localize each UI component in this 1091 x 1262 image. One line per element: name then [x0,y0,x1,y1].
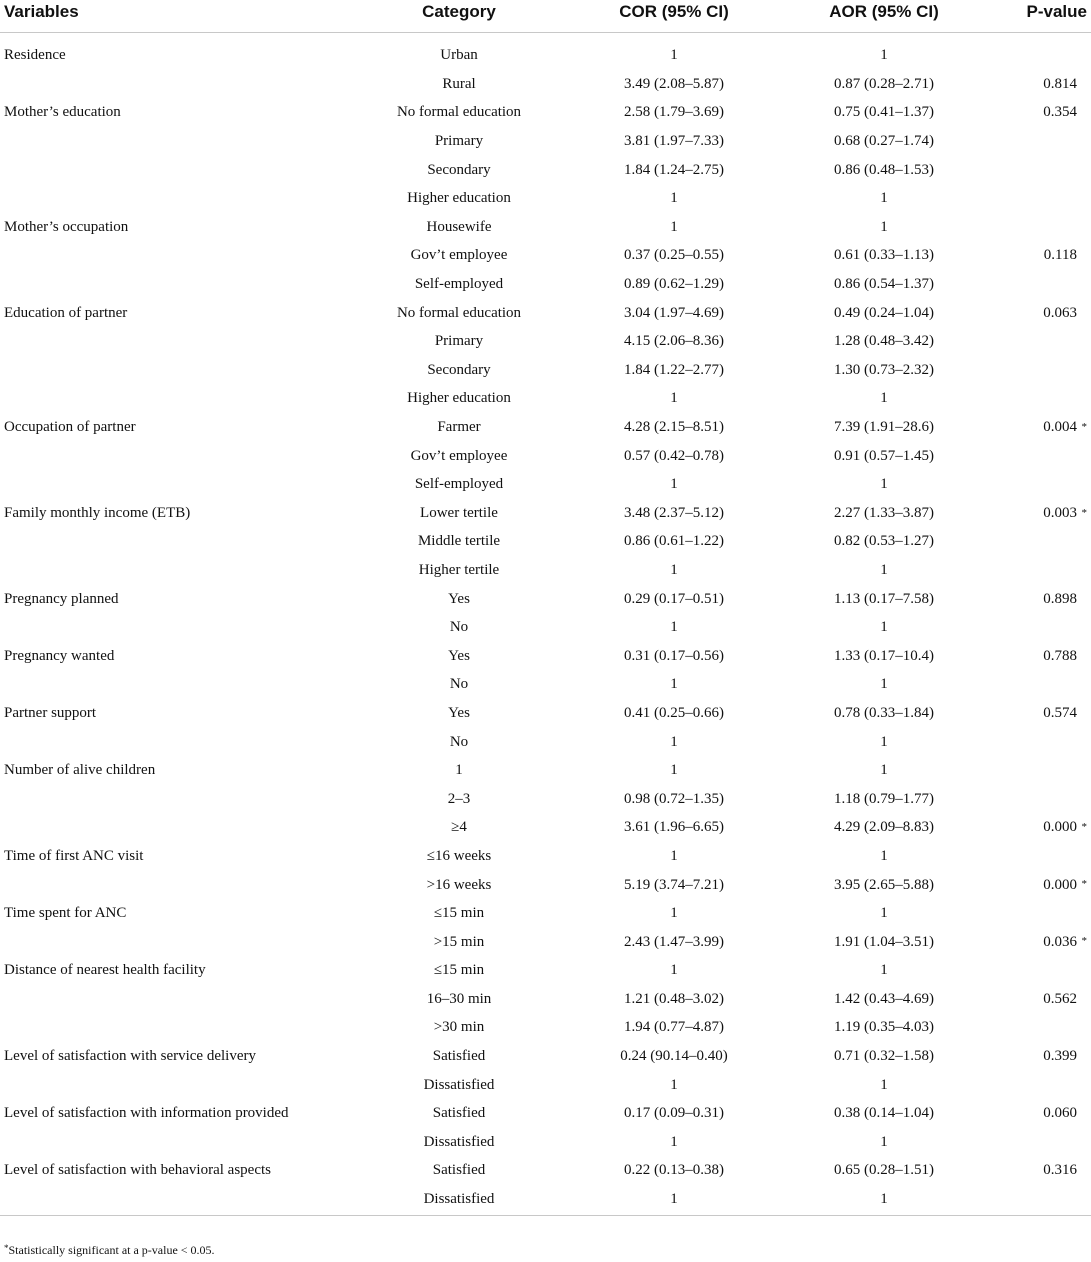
header-row [0,0,1091,33]
cell-variable [0,155,334,184]
cell-p-value [1004,956,1091,985]
cell-cor: 0.31 (0.17–0.56) [624,647,724,664]
cell-cor: 1 [670,1076,678,1093]
table-header [0,0,1091,33]
cell-p-value [1004,327,1091,356]
table-row [0,584,1091,613]
table-row [0,1042,1091,1071]
cell-aor: 1.30 (0.73–2.32) [834,361,934,378]
cell-variable [0,1013,334,1042]
cell-p-value: 0.788 [1043,647,1077,664]
table-row [0,184,1091,213]
cell-category: Satisfied [432,1162,486,1179]
cell-p-value: 0.000 * [1043,876,1087,893]
cell-category: 16–30 min [426,990,492,1007]
table-row [0,842,1091,871]
cell-category: Satisfied [432,1048,486,1065]
cell-category: Dissatisfied [423,1076,495,1093]
header-category: Category [422,2,496,21]
cell-p-value [1004,1013,1091,1042]
cell-p-value [1004,1185,1091,1216]
header-variables: Variables [4,2,79,21]
cell-p-value [1004,155,1091,184]
table-row [0,270,1091,299]
cell-variable [0,813,334,842]
cell-cor: 4.15 (2.06–8.36) [624,333,724,350]
cell-cor: 1.84 (1.24–2.75) [624,161,724,178]
cell-aor: 0.86 (0.54–1.37) [834,276,934,293]
cell-variable: Level of satisfaction with service delivery [4,1048,256,1065]
cell-p-value: 0.354 [1043,104,1077,121]
table-row [0,956,1091,985]
cell-cor: 0.41 (0.25–0.66) [624,704,724,721]
cell-p-value [1004,213,1091,242]
cell-category: ≤15 min [433,905,485,922]
cell-cor: 1 [670,733,678,750]
table-row [0,356,1091,385]
cell-p-value [1004,556,1091,585]
cell-variable [0,1070,334,1099]
cell-cor: 0.17 (0.09–0.31) [624,1105,724,1122]
cell-category: Yes [448,704,470,721]
cell-cor: 1 [670,190,678,207]
cell-p-value: 0.060 [1043,1105,1077,1122]
cell-cor: 1 [670,676,678,693]
cell-p-value: 0.118 [1043,247,1077,264]
cell-p-value [1004,527,1091,556]
cell-aor: 0.65 (0.28–1.51) [834,1162,934,1179]
table-row [0,727,1091,756]
cell-aor: 1.42 (0.43–4.69) [834,990,934,1007]
cell-aor: 1.28 (0.48–3.42) [834,333,934,350]
cell-variable [0,70,334,99]
cell-cor: 3.81 (1.97–7.33) [624,133,724,150]
cell-variable [0,356,334,385]
cell-category: Secondary [427,161,491,178]
cell-cor: 4.28 (2.15–8.51) [624,419,724,436]
cell-aor: 0.82 (0.53–1.27) [834,533,934,550]
cell-aor: 1 [764,1185,1004,1216]
cell-cor: 0.98 (0.72–1.35) [624,790,724,807]
cell-aor: 1 [880,619,888,636]
table-row [0,470,1091,499]
table-row [0,1185,1091,1216]
cell-variable: Mother’s occupation [4,218,129,235]
cell-category: Farmer [437,419,481,436]
cell-p-value [1004,784,1091,813]
cell-aor: 1 [880,733,888,750]
cell-cor: 1 [670,762,678,779]
cell-category: No [449,733,469,750]
cell-category: ≤16 weeks [426,847,492,864]
cell-p-value [1004,470,1091,499]
table-row [0,155,1091,184]
cell-variable: Time spent for ANC [4,905,127,922]
cell-variable [0,241,334,270]
cell-aor: 1.18 (0.79–1.77) [834,790,934,807]
cell-category: Lower tertile [420,504,498,521]
significance-marker: * [1081,935,1087,948]
table-row [0,613,1091,642]
table-row [0,98,1091,127]
significance-marker: * [1081,878,1087,891]
cell-aor: 1 [880,676,888,693]
cell-category: Self-employed [414,476,504,493]
cell-p-value: 0.574 [1043,704,1077,721]
cell-category: 1 [455,762,463,779]
table-row [0,670,1091,699]
cell-aor: 0.91 (0.57–1.45) [834,447,934,464]
cell-variable [0,1128,334,1157]
cell-cor: 1 [670,1133,678,1150]
cell-variable: Time of first ANC visit [4,847,144,864]
cell-variable [0,784,334,813]
cell-cor: 2.43 (1.47–3.99) [624,933,724,950]
footnote-marker: * [4,1243,9,1253]
cell-variable: Level of satisfaction with information provided [4,1105,289,1122]
cell-aor: 1 [880,218,888,235]
cell-aor: 1 [880,1133,888,1150]
cell-p-value [1004,184,1091,213]
table-row [0,1128,1091,1157]
table-footnote [4,1243,215,1258]
cell-cor: 1.94 (0.77–4.87) [624,1019,724,1036]
cell-category: No [449,676,469,693]
cell-cor: 0.37 (0.25–0.55) [624,247,724,264]
table-row [0,756,1091,785]
cell-category: Gov’t employee [410,447,508,464]
cell-p-value [1004,670,1091,699]
cell-p-value [1004,41,1091,70]
cell-variable [0,727,334,756]
cell-cor: 1 [670,47,678,64]
cell-aor: 7.39 (1.91–28.6) [834,419,934,436]
cell-category: No [449,619,469,636]
cell-aor: 2.27 (1.33–3.87) [834,504,934,521]
cell-aor: 1 [880,561,888,578]
cell-cor: 1 [670,390,678,407]
cell-variable [0,985,334,1014]
cell-category: Urban [440,47,478,64]
cell-category: Secondary [427,361,491,378]
cell-variable [0,127,334,156]
cell-category: Middle tertile [417,533,501,550]
cell-p-value: 0.036 * [1043,933,1087,950]
cell-cor: 1 [670,962,678,979]
table-row [0,241,1091,270]
cell-variable: Occupation of partner [4,419,136,436]
cell-p-value: 0.316 [1043,1162,1077,1179]
cell-variable [0,556,334,585]
table-row [0,556,1091,585]
cell-category: Yes [448,647,470,664]
cell-cor: 1 [670,218,678,235]
cell-aor: 1.33 (0.17–10.4) [834,647,934,664]
cell-p-value: 0.562 [1043,990,1077,1007]
header-p-value: P-value [1026,2,1087,21]
cell-p-value: 0.814 [1043,75,1077,92]
cell-p-value: 0.004 * [1043,419,1087,436]
table-row [0,441,1091,470]
cell-category: >30 min [433,1019,485,1036]
table-row [0,413,1091,442]
cell-p-value [1004,613,1091,642]
cell-variable: Pregnancy wanted [4,647,115,664]
table-row [0,985,1091,1014]
cell-cor: 1 [584,1185,764,1216]
cell-p-value [1004,127,1091,156]
cell-aor: 1 [880,390,888,407]
header-cor: COR (95% CI) [619,2,729,21]
cell-variable [0,184,334,213]
cell-cor: 3.61 (1.96–6.65) [624,819,724,836]
cell-cor: 3.48 (2.37–5.12) [624,504,724,521]
cell-category: Higher education [407,190,511,207]
table-row [0,1099,1091,1128]
cell-variable: Number of alive children [4,762,156,779]
cell-aor: 1.91 (1.04–3.51) [834,933,934,950]
cell-variable: Family monthly income (ETB) [4,504,191,521]
cell-cor: 1 [670,619,678,636]
cell-cor: 0.89 (0.62–1.29) [624,276,724,293]
table-row [0,70,1091,99]
table-row [0,870,1091,899]
cell-category: Primary [434,133,484,150]
cell-variable [0,327,334,356]
cell-aor: 1 [880,905,888,922]
cell-category: Gov’t employee [410,247,508,264]
cell-cor: 0.22 (0.13–0.38) [624,1162,724,1179]
cell-aor: 0.87 (0.28–2.71) [834,75,934,92]
cell-cor: 1.84 (1.22–2.77) [624,361,724,378]
cell-category: Higher education [407,390,511,407]
cell-cor: 3.49 (2.08–5.87) [624,75,724,92]
cell-category: 2–3 [447,790,471,807]
table-row [0,699,1091,728]
cell-cor: 1 [670,561,678,578]
table-row [0,327,1091,356]
cell-category: Primary [434,333,484,350]
cell-aor: 1 [880,847,888,864]
cell-cor: 0.24 (90.14–0.40) [620,1048,728,1065]
table-row [0,641,1091,670]
table-row [0,784,1091,813]
cell-aor: 0.61 (0.33–1.13) [834,247,934,264]
cell-cor: 3.04 (1.97–4.69) [624,304,724,321]
cell-category: Dissatisfied [334,1185,584,1216]
significance-marker: * [1081,821,1087,834]
cell-p-value: 0.063 [1043,304,1077,321]
cell-variable [0,270,334,299]
cell-category: ≥4 [451,819,467,836]
cell-aor: 1.13 (0.17–7.58) [834,590,934,607]
cell-aor: 1 [880,47,888,64]
cell-category: Dissatisfied [423,1133,495,1150]
cell-aor: 3.95 (2.65–5.88) [834,876,934,893]
cell-category: Yes [448,590,470,607]
cell-p-value: 0.003 * [1043,504,1087,521]
cell-cor: 1 [670,476,678,493]
cell-p-value: 0.898 [1043,590,1077,607]
cell-p-value [1004,1070,1091,1099]
cell-category: Self-employed [414,276,504,293]
cell-p-value [1004,441,1091,470]
cell-aor: 1.19 (0.35–4.03) [834,1019,934,1036]
table-row [0,927,1091,956]
cell-p-value [1004,842,1091,871]
cell-variable [0,670,334,699]
table-row [0,499,1091,528]
cell-aor: 4.29 (2.09–8.83) [834,819,934,836]
footnote-text: Statistically significant at a p-value < 0.05. [8,1243,215,1257]
cell-variable [0,870,334,899]
cell-variable [0,384,334,413]
cell-aor: 0.49 (0.24–1.04) [834,304,934,321]
cell-aor: 1 [880,962,888,979]
cell-variable: Residence [4,47,66,64]
cell-cor: 1 [670,847,678,864]
cell-aor: 1 [880,476,888,493]
cell-aor: 0.38 (0.14–1.04) [834,1105,934,1122]
significance-marker: * [1081,420,1087,433]
table-row [0,384,1091,413]
table-row [0,298,1091,327]
table-row [0,1070,1091,1099]
cell-aor: 1 [880,190,888,207]
significance-marker: * [1081,506,1087,519]
cell-category: >15 min [433,933,485,950]
cell-variable: Distance of nearest health facility [4,962,206,979]
cell-aor: 0.71 (0.32–1.58) [834,1048,934,1065]
table-row [0,899,1091,928]
cell-p-value [1004,1128,1091,1157]
cell-aor: 0.86 (0.48–1.53) [834,161,934,178]
cell-p-value [1004,727,1091,756]
cell-variable: Level of satisfaction with behavioral aspects [4,1162,271,1179]
cell-variable: Pregnancy planned [4,590,119,607]
cell-category: Rural [442,75,476,92]
cell-variable [0,1185,334,1216]
cell-variable: Mother’s education [4,104,121,121]
cell-variable [0,441,334,470]
cell-variable [0,613,334,642]
table-row [0,1013,1091,1042]
cell-p-value [1004,270,1091,299]
cell-p-value [1004,756,1091,785]
cell-p-value: 0.000 * [1043,819,1087,836]
header-aor: AOR (95% CI) [829,2,939,21]
header-spacer [0,33,1091,42]
table-row [0,527,1091,556]
cell-variable: Partner support [4,704,97,721]
cell-cor: 0.29 (0.17–0.51) [624,590,724,607]
cell-p-value [1004,384,1091,413]
table-body [0,33,1091,1216]
cell-aor: 0.75 (0.41–1.37) [834,104,934,121]
cell-category: No formal education [396,104,522,121]
cell-category: Higher tertile [418,561,500,578]
cell-category: Housewife [426,218,492,235]
cell-aor: 1 [880,762,888,779]
cell-category: Satisfied [432,1105,486,1122]
cell-p-value [1004,356,1091,385]
table-row [0,813,1091,842]
cell-aor: 0.78 (0.33–1.84) [834,704,934,721]
cell-cor: 1.21 (0.48–3.02) [624,990,724,1007]
cell-aor: 0.68 (0.27–1.74) [834,133,934,150]
cell-variable [0,927,334,956]
cell-cor: 0.57 (0.42–0.78) [624,447,724,464]
cell-cor: 2.58 (1.79–3.69) [624,104,724,121]
cell-variable: Education of partner [4,304,128,321]
cell-category: ≤15 min [433,962,485,979]
table-row [0,41,1091,70]
cell-variable [0,527,334,556]
cell-p-value: 0.399 [1043,1048,1077,1065]
cell-variable [0,470,334,499]
cell-aor: 1 [880,1076,888,1093]
cell-category: No formal education [396,304,522,321]
cell-p-value [1004,899,1091,928]
cell-cor: 0.86 (0.61–1.22) [624,533,724,550]
table-row [0,127,1091,156]
table-row [0,1156,1091,1185]
cell-cor: 1 [670,905,678,922]
cell-category: >16 weeks [426,876,492,893]
table-row [0,213,1091,242]
cell-cor: 5.19 (3.74–7.21) [624,876,724,893]
